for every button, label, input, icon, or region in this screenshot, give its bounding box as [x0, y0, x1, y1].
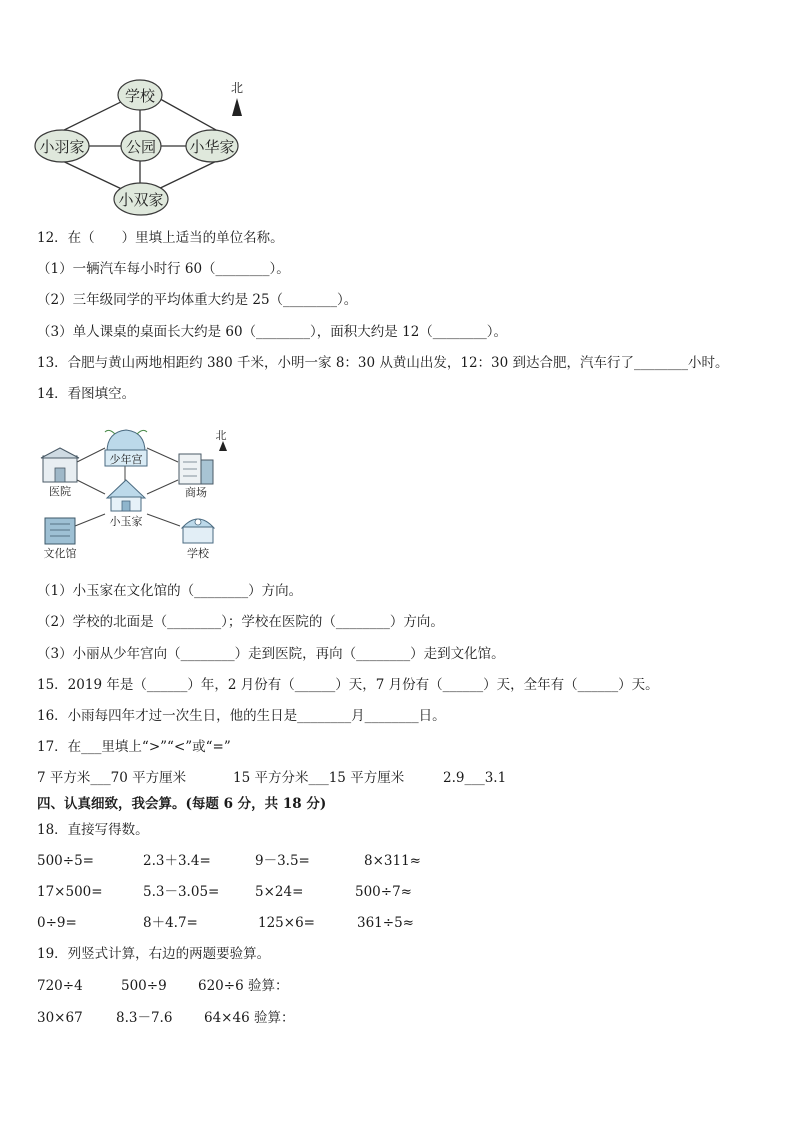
- q18-r3-c1: 0÷9=: [37, 915, 77, 931]
- q12-title: 12．在（ ）里填上适当的单位名称。: [37, 230, 284, 246]
- q17-item-1: 7 平方米___70 平方厘米: [37, 770, 187, 786]
- q17-item-3: 2.9___3.1: [443, 770, 507, 786]
- q12-item-2: （2）三年级同学的平均体重大约是 25（________）。: [37, 292, 358, 308]
- q14-item-3: （3）小丽从少年宫向（________）走到医院，再向（________）走到文化馆。: [37, 646, 505, 662]
- school-icon: [182, 519, 214, 543]
- q19-r1-c3: 620÷6 验算：: [198, 978, 289, 994]
- q18-r1-c3: 9－3.5=: [255, 853, 310, 869]
- label-school: 学校: [124, 87, 156, 105]
- q15-text: 15．2019 年是（______）年，2 月份有（______）天，7 月份有（______）天，全年有（______）天。: [37, 677, 659, 693]
- q12-item-1: （1）一辆汽车每小时行 60（________）。: [37, 261, 290, 277]
- label-hospital: 医院: [49, 485, 71, 498]
- north-label-2: 北: [215, 429, 227, 442]
- q13-text: 13．合肥与黄山两地相距约 380 千米，小明一家 8：30 从黄山出发，12：30 到达合肥，汽车行了________小时。: [37, 355, 729, 371]
- label-park: 公园: [125, 138, 157, 156]
- north-arrow-icon-2: [219, 441, 227, 451]
- label-mall: 商场: [185, 486, 207, 499]
- culture-hall-icon: [45, 518, 75, 544]
- mall-icon: [179, 454, 213, 484]
- direction-map-2: [35, 422, 235, 567]
- q18-r1-c1: 500÷5=: [37, 853, 94, 869]
- q19-r1-c2: 500÷9: [121, 978, 167, 994]
- q19-r2-c2: 8.3－7.6: [116, 1010, 173, 1026]
- q17-item-2: 15 平方分米___15 平方厘米: [233, 770, 405, 786]
- q18-r2-c2: 5.3－3.05=: [143, 884, 220, 900]
- q18-r3-c2: 8＋4.7=: [143, 915, 198, 931]
- label-home: 小玉家: [109, 515, 143, 528]
- label-culture: 文化馆: [43, 547, 77, 560]
- section4-title: 四、认真细致，我会算。(每题 6 分，共 18 分): [37, 796, 327, 812]
- label-xiaoshuang: 小双家: [118, 191, 164, 209]
- q14-title: 14．看图填空。: [37, 386, 136, 402]
- q19-title: 19．列竖式计算，右边的两题要验算。: [37, 946, 271, 962]
- q14-item-1: （1）小玉家在文化馆的（________）方向。: [37, 583, 303, 599]
- q18-r3-c4: 361÷5≈: [357, 915, 414, 931]
- q18-title: 18．直接写得数。: [37, 822, 149, 838]
- q18-r1-c4: 8×311≈: [364, 853, 421, 869]
- q14-item-2: （2）学校的北面是（________）；学校在医院的（________）方向。: [37, 614, 444, 630]
- q18-r3-c3: 125×6=: [258, 915, 315, 931]
- label-palace: 少年宫: [109, 453, 143, 466]
- north-arrow-icon: [232, 98, 242, 116]
- q18-r1-c2: 2.3＋3.4=: [143, 853, 211, 869]
- q18-r2-c1: 17×500=: [37, 884, 103, 900]
- label-xiaoyu: 小羽家: [39, 138, 85, 156]
- q18-r2-c4: 500÷7≈: [355, 884, 412, 900]
- q16-text: 16．小雨每四年才过一次生日，他的生日是________月________日。: [37, 708, 446, 724]
- q19-r2-c3: 64×46 验算：: [204, 1010, 295, 1026]
- q19-r1-c1: 720÷4: [37, 978, 83, 994]
- hospital-icon: [41, 448, 79, 482]
- label-school-2: 学校: [187, 547, 209, 560]
- q12-item-3: （3）单人课桌的桌面长大约是 60（________），面积大约是 12（________）。: [37, 324, 508, 340]
- q17-title: 17．在___里填上“>”“<”或“=”: [37, 739, 231, 755]
- direction-map-1: [30, 72, 260, 222]
- north-label: 北: [230, 81, 244, 95]
- q19-r2-c1: 30×67: [37, 1010, 83, 1026]
- q18-r2-c3: 5×24=: [255, 884, 304, 900]
- home-icon: [107, 480, 145, 511]
- label-xiaohua: 小华家: [189, 138, 235, 156]
